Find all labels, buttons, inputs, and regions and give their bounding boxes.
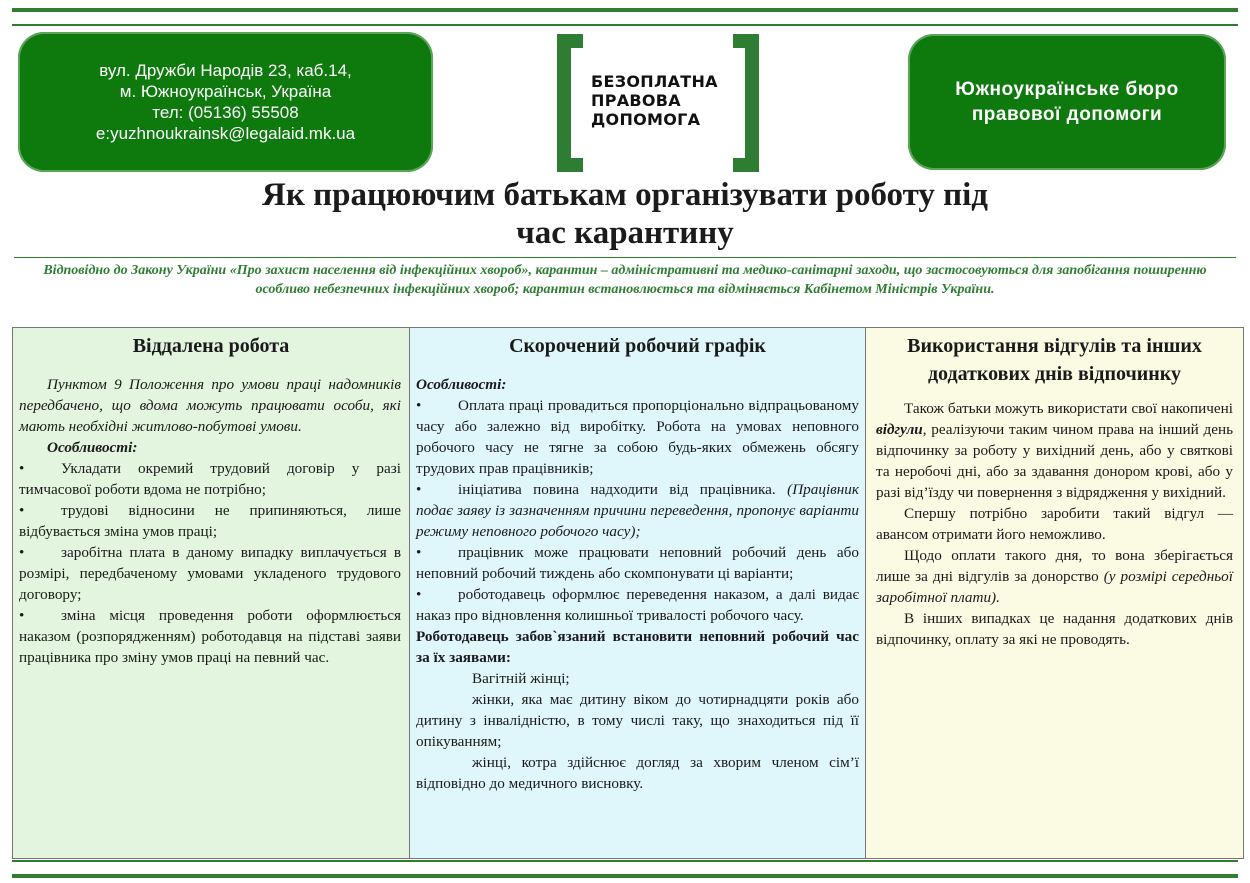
features-label: Особливості: [47, 439, 138, 456]
list-item-text: зміна місця проведення роботи оформлюється наказом (розпорядженням) роботодавця на підставі заяви працівника про зміну умов праці на певний час. [19, 607, 401, 666]
bureau-name-line: правової допомоги [971, 104, 1163, 125]
bullet-icon: • [19, 502, 25, 519]
bullet-icon: • [19, 544, 25, 561]
days-off-paragraph [876, 398, 1233, 503]
bullet-icon: • [416, 481, 422, 498]
bureau-name-box [908, 34, 1226, 170]
text-run: Також батьки можуть використати свої накопичені [904, 400, 1233, 417]
info-panels [12, 327, 1244, 859]
list-item [416, 584, 859, 626]
text-run: , реалізуючи таким чином права на інший день відпочинку за роботу у вихідний день, або у святкові та неробочі дні, або за здавання донором крові, або у разі від’їзду чи повернення з відрядження у вихідний. [876, 421, 1233, 501]
contact-email: e:yuzhnoukrainsk@legalaid.mk.ua [95, 124, 356, 143]
employer-obligation: Роботодавець забов`язаний встановити неповний робочий час за їх заявами: [416, 628, 859, 666]
logo-line: ПРАВОВА [591, 91, 681, 110]
logo-line: ДОПОМОГА [591, 110, 701, 129]
contact-info-box [18, 32, 433, 172]
list-item-text: трудові відносини не припиняються, лише відбувається зміна умов праці; [19, 502, 401, 540]
list-item [416, 479, 859, 542]
days-off-paragraph [876, 545, 1233, 608]
remote-work-panel [13, 328, 410, 858]
remote-work-heading: Віддалена робота [132, 335, 290, 357]
logo-left-bracket [557, 34, 583, 172]
text-run: відгули [876, 421, 923, 438]
bullet-icon: • [416, 544, 422, 561]
list-item [416, 395, 859, 479]
features-label: Особливості: [416, 376, 507, 393]
reduced-schedule-body [410, 360, 865, 794]
days-off-heading: Використання відгулів та інших додаткових днів відпочинку [907, 335, 1202, 385]
top-frame-border [12, 8, 1238, 26]
contact-city: м. Южноукраїнськ, Україна [119, 82, 332, 101]
list-item: Вагітній жінці; [472, 670, 570, 687]
list-item [416, 542, 859, 584]
list-item: жінки, яка має дитину віком до чотирнадцяти років або дитину з інвалідністю, в тому числі таку, що знаходиться під її опікуванням; [416, 691, 859, 750]
days-off-paragraph: В інших випадках це надання додаткових днів відпочинку, оплату за які не проводять. [876, 610, 1233, 648]
contact-phone: тел: (05136) 55508 [152, 103, 299, 122]
list-item-note: (Працівник подає заяву із зазначенням причини переведення, пропонує варіанти режиму неповного робочого часу); [416, 481, 859, 540]
bullet-icon: • [19, 607, 25, 624]
free-legal-aid-logo [557, 34, 759, 172]
reduced-schedule-heading: Скорочений робочий графік [509, 335, 766, 357]
page-title [100, 176, 1150, 252]
bottom-frame-border [12, 860, 1238, 878]
list-item: жінці, котра здійснює догляд за хворим членом сім’ї відповідно до медичного висновку. [416, 754, 859, 792]
list-item [19, 458, 401, 500]
bullet-icon: • [416, 586, 422, 603]
days-off-panel [866, 328, 1243, 858]
logo-right-bracket [733, 34, 759, 172]
days-off-body [866, 388, 1243, 650]
title-divider [14, 257, 1236, 258]
list-item-text: Оплата праці провадиться пропорціонально відпрацьованому часу або залежно від виробітку. Робота на умовах неповного робочого часу не тягне за собою будь-яких обмежень обсягу трудових прав працівників; [416, 397, 859, 477]
list-item-text: працівник може працювати неповний робочий день або неповний робочий тиждень або скомпонувати ці варіанти; [416, 544, 859, 582]
list-item-text: Укладати окремий трудовий договір у разі тимчасової роботи вдома не потрібно; [19, 460, 401, 498]
text-run: (у розмірі середньої заробітної плати). [876, 568, 1233, 606]
list-item [19, 542, 401, 605]
days-off-paragraph: Спершу потрібно заробити такий відгул — авансом отримати його неможливо. [876, 505, 1233, 543]
bureau-name-line: Южноукраїнське бюро [955, 79, 1179, 100]
logo-line: БЕЗОПЛАТНА [591, 72, 718, 91]
title-line: Як працюючим батькам організувати роботу під [262, 177, 988, 213]
reduced-schedule-panel [410, 328, 866, 858]
list-item-text: заробітна плата в даному випадку виплачується в розмірі, передбаченому умовами укладеного трудового договору; [19, 544, 401, 603]
logo-text [591, 72, 731, 129]
bullet-icon: • [416, 397, 422, 414]
list-item [19, 605, 401, 668]
list-item-text: ініціатива повина надходити від працівника. [458, 481, 776, 498]
remote-work-body [13, 360, 409, 668]
law-intro-text: Відповідно до Закону України «Про захист населення від інфекційних хвороб», карантин – адміністративні та медико-санітарні заходи, що застосовуються для запобігання поширенню особливо небезпечних інфекційних хвороб; карантин встановлюється та відміняється Кабінетом Міністрів України. [43, 263, 1207, 297]
remote-work-intro: Пунктом 9 Положення про умови праці надомників передбачено, що вдома можуть працювати особи, які мають необхідні житлово-побутові умови. [19, 376, 401, 435]
list-item [19, 500, 401, 542]
title-line: час карантину [516, 215, 734, 251]
contact-address: вул. Дружби Народів 23, каб.14, [99, 61, 352, 80]
list-item-text: роботодавець оформлює переведення наказом, а далі видає наказ про відновлення колишньої тривалості робочого часу. [416, 586, 859, 624]
bullet-icon: • [19, 460, 25, 477]
text-run: Щодо оплати такого дня, то вона зберігається лише за дні відгулів за донорство [876, 547, 1233, 585]
